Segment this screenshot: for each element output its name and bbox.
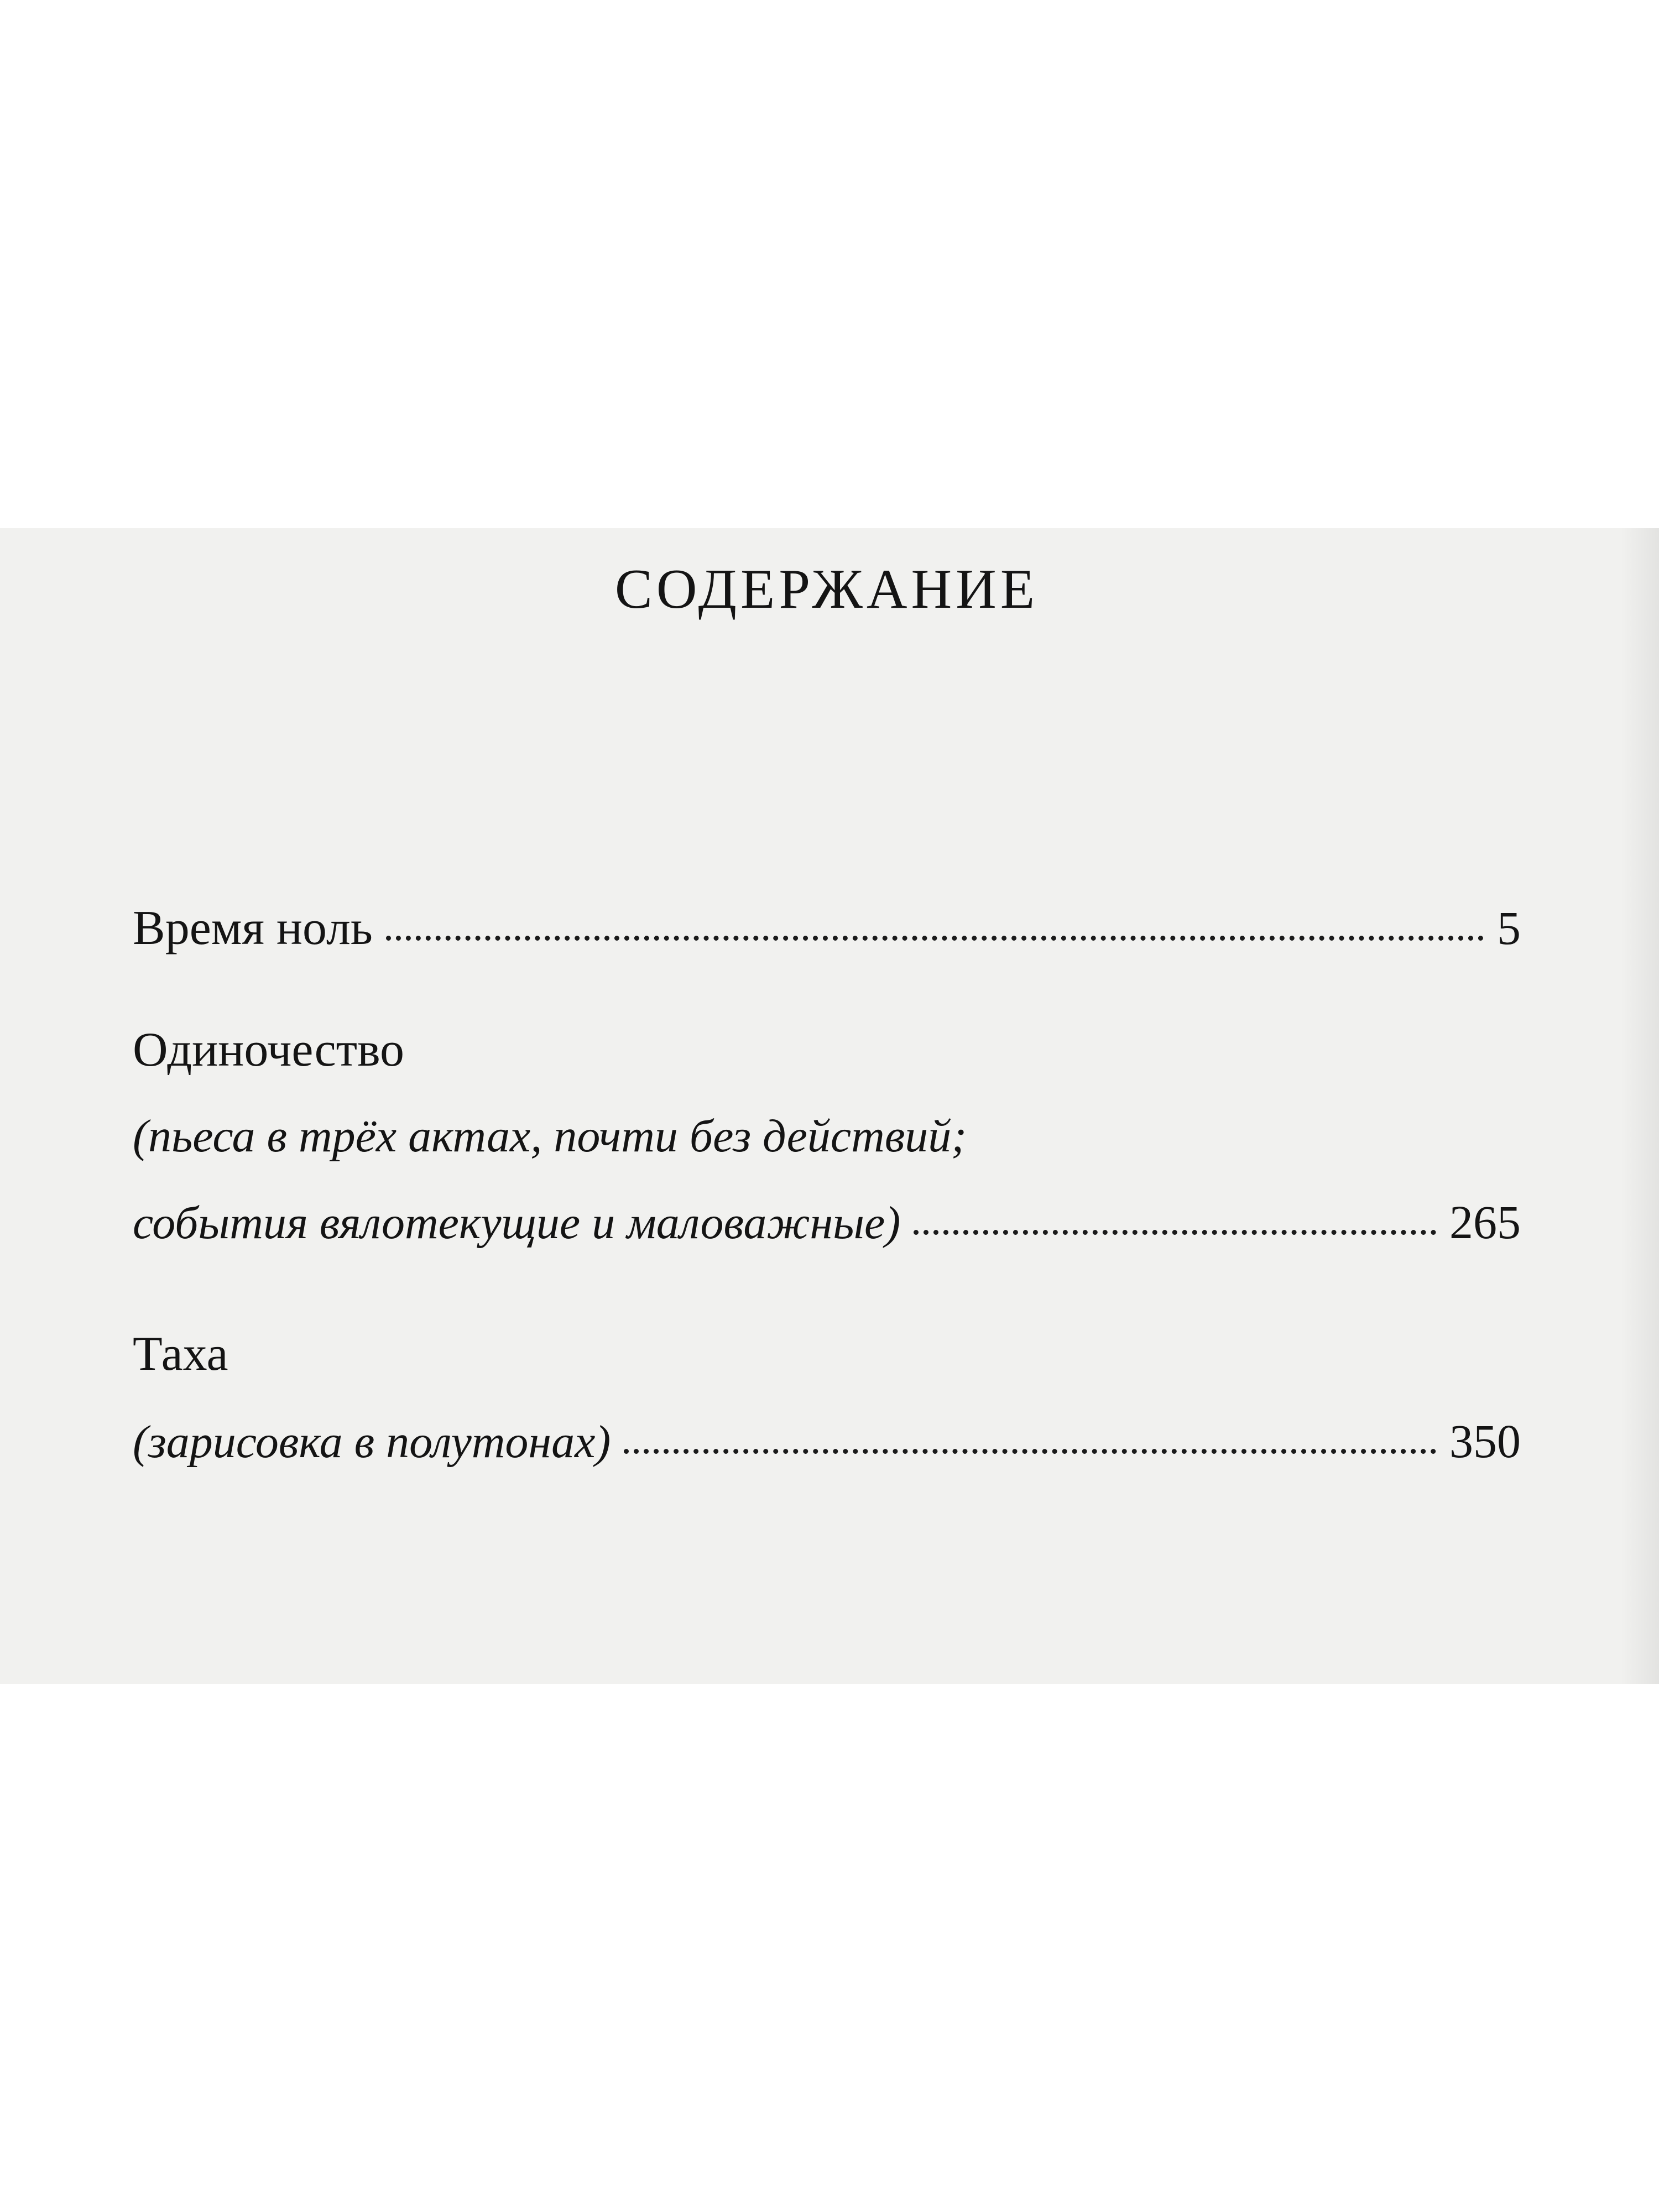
toc-page-number: 5: [1497, 901, 1521, 954]
dot-leader: [386, 936, 1484, 941]
toc-entry-odinochestvo: [133, 1023, 1521, 1249]
toc-entry-line: [133, 901, 1521, 955]
toc-entry-subtitle-line: [133, 1110, 1521, 1162]
toc-page-number: 350: [1449, 1415, 1521, 1468]
toc-entry-title: Таха: [133, 1327, 228, 1381]
toc-entry-subtitle: события вялотекущие и маловажные): [133, 1197, 901, 1249]
book-page: [0, 528, 1659, 1684]
toc-page-number: 265: [1449, 1196, 1521, 1249]
toc-entry-title: Одиночество: [133, 1023, 405, 1077]
toc-entry-title: Время ноль: [133, 901, 373, 955]
toc-entry-line: [133, 1415, 1521, 1468]
toc-entry-subtitle: (пьеса в трёх актах, почти без действий;: [133, 1110, 967, 1162]
toc-heading: СОДЕРЖАНИЕ: [614, 558, 1039, 620]
dot-leader: [914, 1230, 1436, 1235]
toc-entry-line: [133, 1196, 1521, 1249]
toc-entry-subtitle: (зарисовка в полутонах): [133, 1416, 611, 1468]
dot-leader: [624, 1449, 1436, 1454]
table-of-contents: [133, 528, 1521, 1684]
toc-entry-taha: [133, 1327, 1521, 1468]
toc-entry-vremya-nol: [133, 901, 1521, 955]
